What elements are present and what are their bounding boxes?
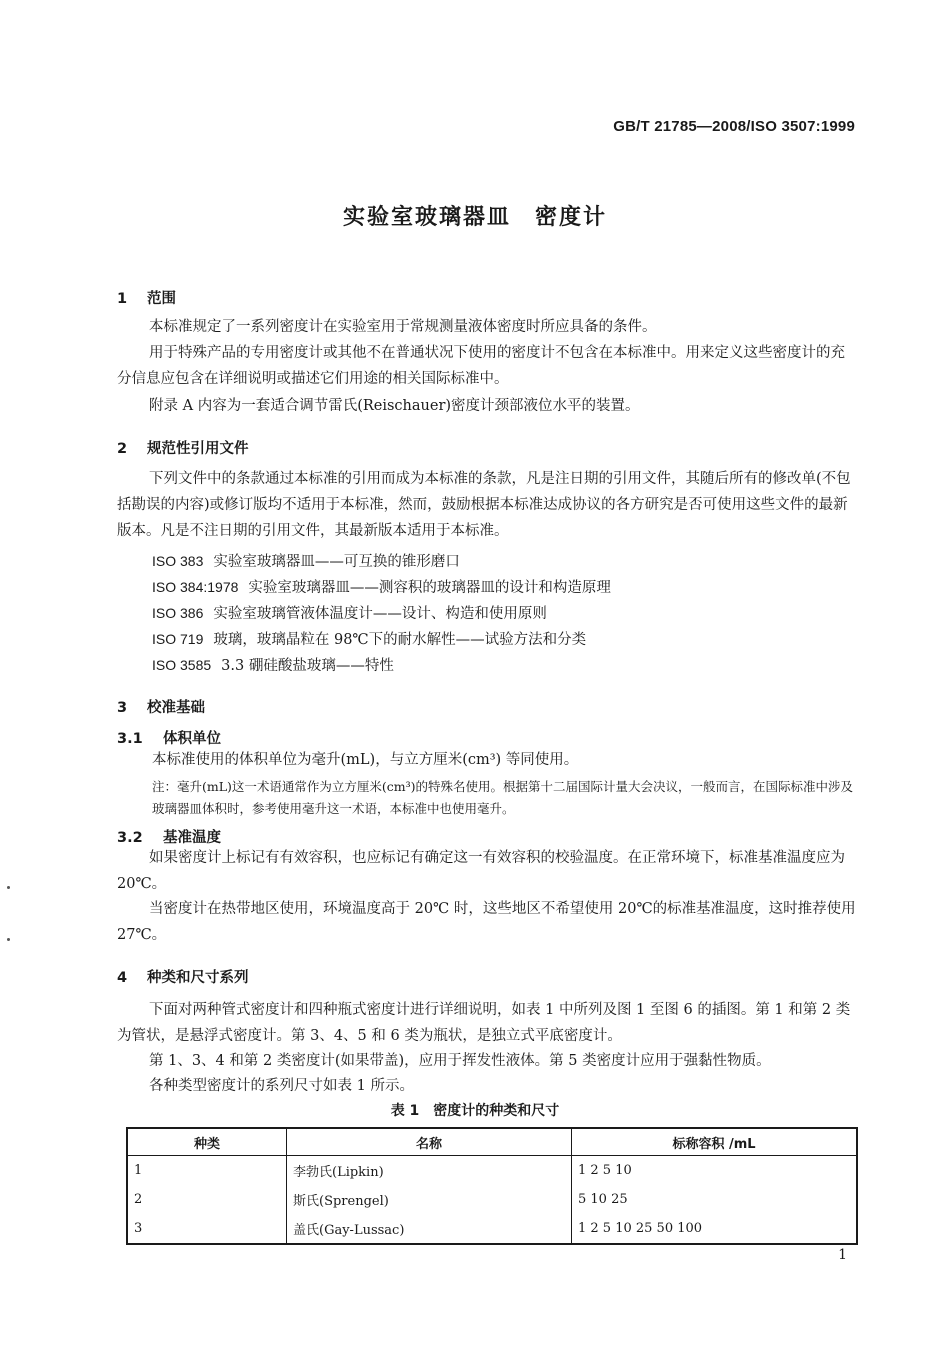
reference-code: ISO 384:1978 xyxy=(152,579,239,595)
section-title: 基准温度 xyxy=(163,830,221,846)
reference-code: ISO 383 xyxy=(152,553,204,569)
reference-code: ISO 3585 xyxy=(152,657,212,673)
paragraph: 下面对两种管式密度计和四种瓶式密度计进行详细说明，如表 1 中所列及图 1 至图 6 的插图。第 1 和第 2 类为管状，是悬浮式密度计。第 3、4、5 和 6 类为瓶状，是独立式平底密度计。 xyxy=(117,1002,851,1044)
section-title: 种类和尺寸系列 xyxy=(147,970,249,986)
paragraph: 当密度计在热带地区使用，环境温度高于 20℃ 时，这些地区不希望使用 20℃的标准基准温度，这时推荐使用 27℃。 xyxy=(117,901,856,943)
reference-code: ISO 386 xyxy=(152,605,204,621)
section-3-1-heading xyxy=(117,727,221,748)
section-title: 校准基础 xyxy=(147,700,205,716)
section-number: 2 xyxy=(117,441,128,457)
section-title: 规范性引用文件 xyxy=(147,441,249,457)
table-cell: 盖氏(Gay-Lussac) xyxy=(287,1214,572,1244)
table-row xyxy=(127,1156,857,1186)
standard-code-header: GB/T 21785—2008/ISO 3507:1999 xyxy=(613,118,855,135)
paragraph: 如果密度计上标记有有效容积，也应标记有确定这一有效容积的校验温度。在正常环境下，标准基准温度应为 20℃。 xyxy=(117,850,845,892)
note: 注：毫升(mL)这一术语通常作为立方厘米(cm³)的特殊名使用。根据第十二届国际计量大会决议，一般而言，在国际标准中涉及玻璃器皿体积时，参考使用毫升这一术语，本标准中也使用毫升。 xyxy=(152,779,854,816)
reference-item xyxy=(152,576,611,597)
table-row xyxy=(127,1214,857,1244)
section-4-heading xyxy=(117,966,249,987)
reference-code: ISO 719 xyxy=(152,631,204,647)
reference-item xyxy=(152,654,394,675)
scan-dot xyxy=(7,938,10,941)
section-number: 3.1 xyxy=(117,731,143,747)
table-cell: 1 2 5 10 xyxy=(572,1156,858,1186)
table-cell: 3 xyxy=(127,1214,287,1244)
column-header: 种类 xyxy=(127,1128,287,1156)
reference-title: 玻璃，玻璃晶粒在 98℃下的耐水解性——试验方法和分类 xyxy=(213,632,587,648)
document-title: 实验室玻璃器皿 密度计 xyxy=(342,205,607,230)
table-cell: 2 xyxy=(127,1185,287,1214)
section-number: 3.2 xyxy=(117,830,143,846)
reference-title: 实验室玻璃器皿——可互换的锥形磨口 xyxy=(213,554,460,570)
reference-title: 3.3 硼硅酸盐玻璃——特性 xyxy=(221,658,394,674)
section-number: 3 xyxy=(117,700,128,716)
page-number: 1 xyxy=(838,1247,847,1263)
reference-item xyxy=(152,628,586,649)
section-title: 体积单位 xyxy=(163,731,221,747)
table-cell: 5 10 25 xyxy=(572,1185,858,1214)
table-cell: 1 xyxy=(127,1156,287,1186)
scan-dot xyxy=(7,886,10,889)
reference-title: 实验室玻璃管液体温度计——设计、构造和使用原则 xyxy=(213,606,547,622)
table-row xyxy=(127,1185,857,1214)
paragraph: 用于特殊产品的专用密度计或其他不在普通状况下使用的密度计不包含在本标准中。用来定义这些密度计的充分信息应包含在详细说明或描述它们用途的相关国际标准中。 xyxy=(117,345,845,387)
column-header: 名称 xyxy=(287,1128,572,1156)
paragraph: 本标准使用的体积单位为毫升(mL)，与立方厘米(cm³) 等同使用。 xyxy=(152,752,579,768)
table-header-row xyxy=(127,1128,857,1156)
table-cell: 李勃氏(Lipkin) xyxy=(287,1156,572,1186)
reference-item xyxy=(152,602,547,623)
section-3-2-heading xyxy=(117,826,221,847)
section-number: 4 xyxy=(117,970,128,986)
paragraph: 第 1、3、4 和第 2 类密度计(如果带盖)，应用于挥发性液体。第 5 类密度计应用于强黏性物质。 xyxy=(149,1053,771,1069)
section-3-heading xyxy=(117,696,205,717)
section-1-heading xyxy=(117,287,176,308)
table-cell: 1 2 5 10 25 50 100 xyxy=(572,1214,858,1244)
paragraph: 附录 A 内容为一套适合调节雷氏(Reischauer)密度计颈部液位水平的装置。 xyxy=(149,398,640,414)
paragraph: 下列文件中的条款通过本标准的引用而成为本标准的条款，凡是注日期的引用文件，其随后所有的修改单(不包括勘误的内容)或修订版均不适用于本标准，然而，鼓励根据本标准达成协议的各方研究是否可使用这些文件的最新版本。凡是不注日期的引用文件，其最新版本适用于本标准。 xyxy=(117,471,851,539)
density-meter-table xyxy=(126,1127,858,1245)
section-title: 范围 xyxy=(147,291,176,307)
paragraph: 各种类型密度计的系列尺寸如表 1 所示。 xyxy=(149,1078,414,1094)
paragraph: 本标准规定了一系列密度计在实验室用于常规测量液体密度时所应具备的条件。 xyxy=(149,319,657,335)
column-header: 标称容积 /mL xyxy=(572,1128,858,1156)
reference-title: 实验室玻璃器皿——测容积的玻璃器皿的设计和构造原理 xyxy=(248,580,611,596)
section-number: 1 xyxy=(117,291,128,307)
table-caption: 表 1 密度计的种类和尺寸 xyxy=(390,1103,560,1119)
table-cell: 斯氏(Sprengel) xyxy=(287,1185,572,1214)
reference-item xyxy=(152,550,460,571)
section-2-heading xyxy=(117,437,249,458)
